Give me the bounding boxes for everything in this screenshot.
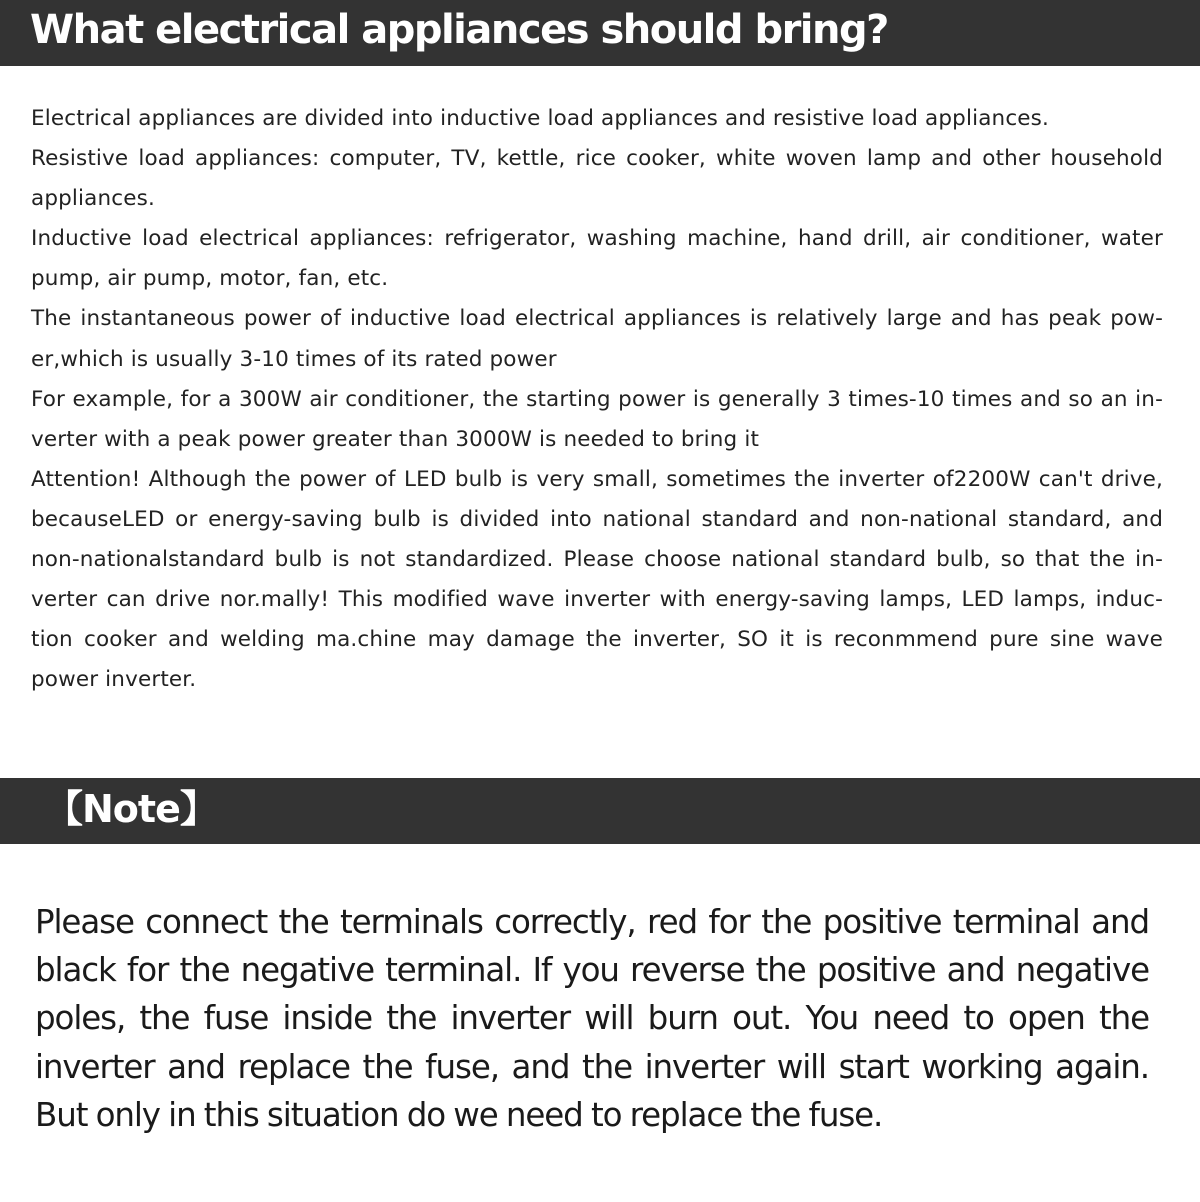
appliances-section-title: What electrical appliances should bring? bbox=[30, 7, 888, 53]
peak-power-paragraph: The instantaneous power of inductive load electrical appliances is relatively large and has peak pow-er,which is usually 3-10 times of its rated power bbox=[31, 306, 1163, 372]
appliance-types-paragraph: Electrical appliances are divided into inductive load appliances and resistive load appliances. bbox=[31, 106, 1049, 131]
resistive-load-paragraph: Resistive load appliances: computer, TV, kettle, rice cooker, white woven lamp and other household appliances. bbox=[31, 146, 1163, 212]
led-bulb-attention-paragraph: Attention! Although the power of LED bulb is very small, sometimes the inverter of2200W can't drive, becauseLED or energy-saving bulb is divided into national standard and non-national standard, and non-nationalstandard bulb is not standardized. Please choose national standard bulb, so that the in-verter can drive nor.mally! This modified wave inverter with energy-saving lamps, LED lamps, induc-tion cooker and welding ma.chine may damage the inverter, SO it is reconmmend pure sine wave power inverter. bbox=[31, 466, 1163, 693]
terminal-connection-note: Please connect the terminals correctly, red for the positive terminal and black for the negative terminal. If you reverse the positive and negative poles, the fuse inside the inverter will burn out. You need to open the inverter and replace the fuse, and the inverter will start working again. But only in this situation do we need to replace the fuse. bbox=[35, 903, 1149, 1134]
appliances-section-body bbox=[31, 99, 1163, 700]
inductive-load-paragraph: Inductive load electrical appliances: refrigerator, washing machine, hand drill, air conditioner, water pump, air pump, motor, fan, etc. bbox=[31, 226, 1163, 292]
appliances-section-header bbox=[0, 0, 1200, 66]
note-section-body bbox=[35, 898, 1149, 1139]
note-section-header bbox=[0, 778, 1200, 844]
air-conditioner-example-paragraph: For example, for a 300W air conditioner, the starting power is generally 3 times-10 times and so an in-verter with a peak power greater than 3000W is needed to bring it bbox=[31, 386, 1163, 452]
note-section-title: 【Note】 bbox=[45, 787, 217, 831]
